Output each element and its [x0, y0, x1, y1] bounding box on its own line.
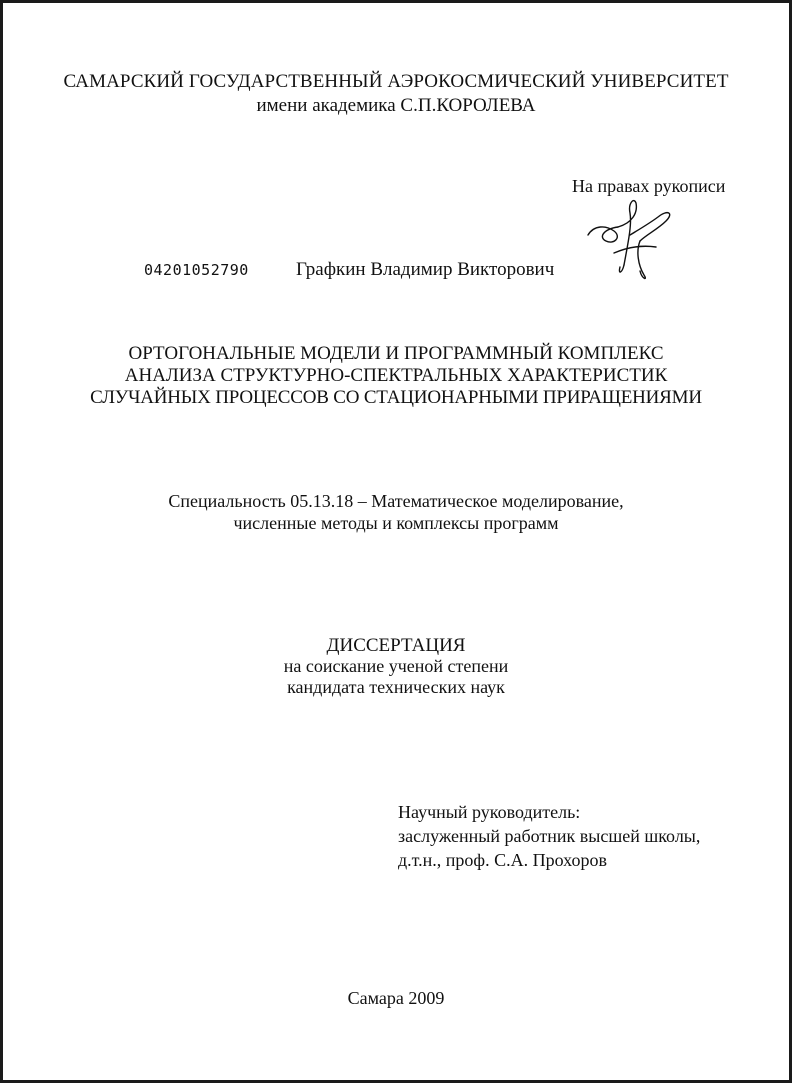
advisor-title: заслуженный работник высшей школы,	[398, 826, 701, 846]
dissertation-label	[0, 635, 792, 698]
author-name: Графкин Владимир Викторович	[296, 259, 555, 280]
city-year: Самара 2009	[347, 988, 445, 1008]
signature-icon	[584, 195, 684, 281]
degree-line-2: кандидата технических наук	[287, 677, 505, 697]
dissertation-heading: ДИССЕРТАЦИЯ	[326, 635, 466, 656]
advisor-name: д.т.н., проф. С.А. Прохоров	[398, 850, 607, 870]
specialty	[0, 490, 792, 534]
university-name: САМАРСКИЙ ГОСУДАРСТВЕННЫЙ АЭРОКОСМИЧЕСКИЙ УНИВЕРСИТЕТ	[63, 71, 729, 92]
advisor-label: Научный руководитель:	[398, 802, 581, 822]
manuscript-note: На правах рукописи	[572, 176, 726, 196]
page-border-top	[0, 0, 792, 3]
degree-line-1: на соискание ученой степени	[283, 656, 509, 676]
specialty-line-2: численные методы и комплексы программ	[233, 513, 559, 533]
title-line-2: АНАЛИЗА СТРУКТУРНО-СПЕКТРАЛЬНЫХ ХАРАКТЕРИСТИК	[124, 365, 668, 386]
registration-number: 04201052790	[144, 261, 249, 279]
university-header	[0, 70, 792, 118]
dissertation-title	[0, 343, 792, 409]
title-line-3: СЛУЧАЙНЫХ ПРОЦЕССОВ СО СТАЦИОНАРНЫМИ ПРИРАЩЕНИЯМИ	[90, 387, 702, 408]
page-border-left	[0, 0, 3, 1083]
university-named-after: имени академика С.П.КОРОЛЕВА	[256, 95, 536, 116]
title-line-1: ОРТОГОНАЛЬНЫЕ МОДЕЛИ И ПРОГРАММНЫЙ КОМПЛЕКС	[128, 343, 664, 364]
specialty-line-1: Специальность 05.13.18 – Математическое моделирование,	[168, 491, 624, 511]
scientific-advisor	[398, 800, 700, 872]
